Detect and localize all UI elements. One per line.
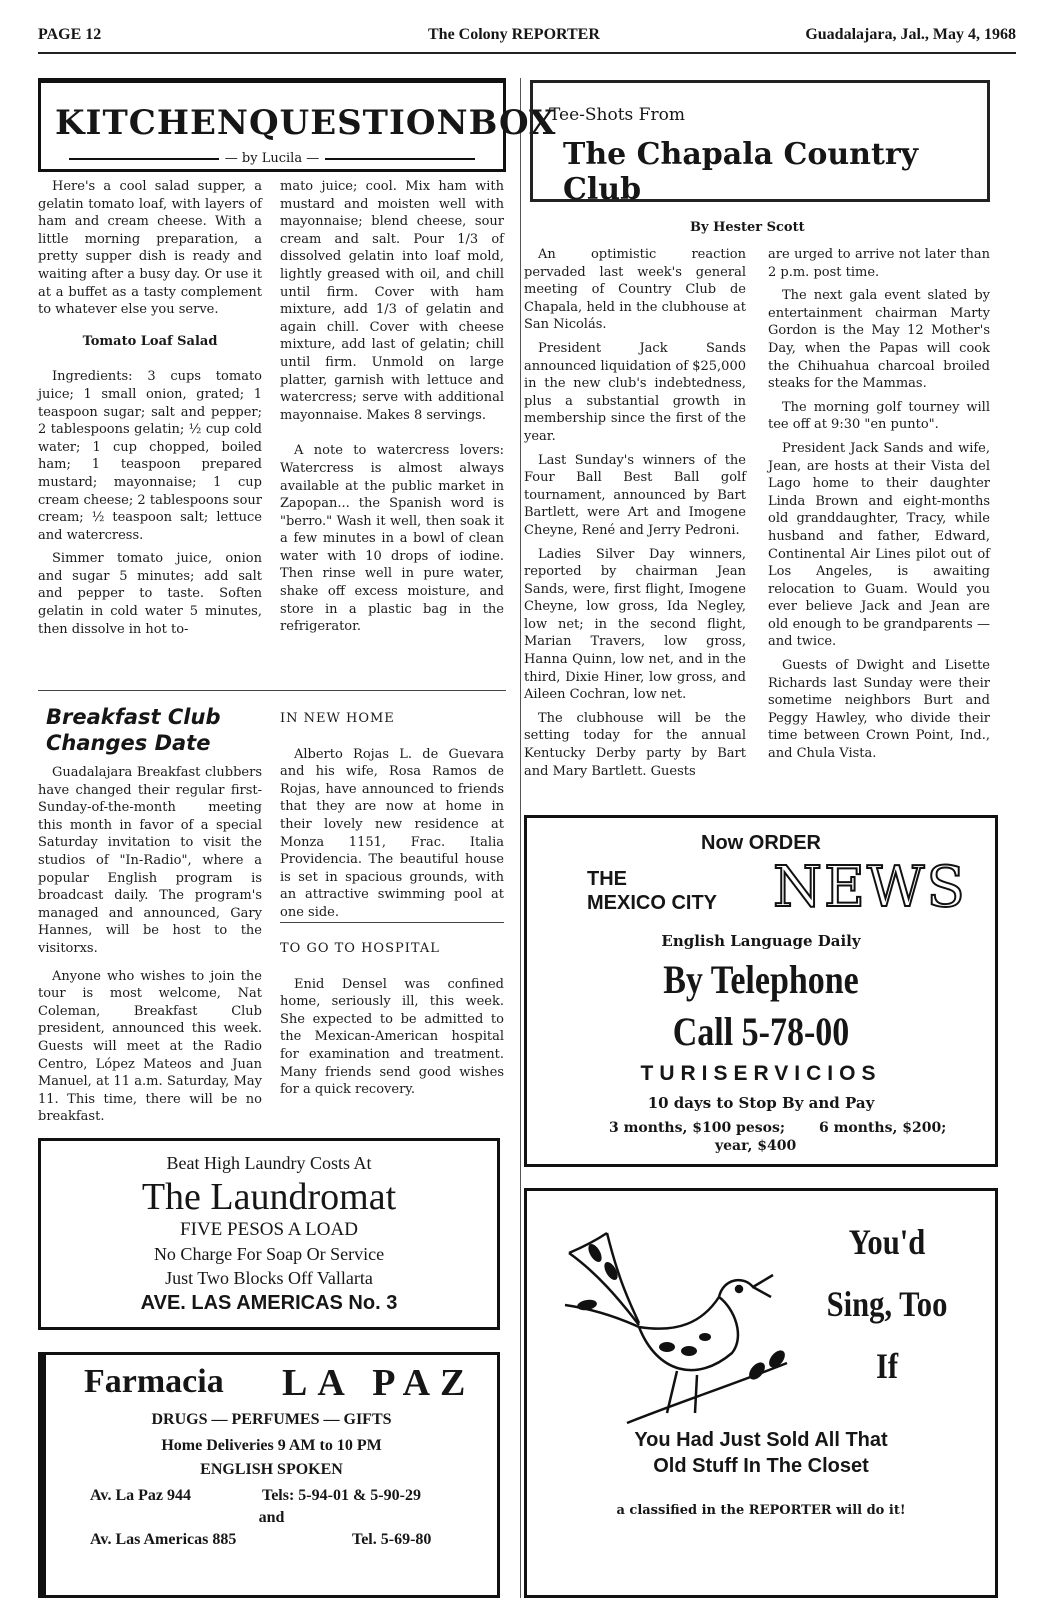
ad-line: Beat High Laundry Costs At bbox=[166, 1153, 372, 1173]
ad-line: AVE. LAS AMERICAS No. 3 bbox=[140, 1292, 398, 1314]
classified-bird-ad bbox=[524, 1188, 998, 1598]
byline-rule bbox=[325, 158, 475, 160]
section-rule bbox=[280, 922, 504, 923]
headline-line: Changes Date bbox=[46, 731, 211, 755]
dateline: Guadalajara, Jal., May 4, 1968 bbox=[805, 26, 1016, 43]
ad-line: Tel. 5-69-80 bbox=[352, 1531, 432, 1548]
ad-line: FIVE PESOS A LOAD bbox=[180, 1219, 358, 1240]
page-number: PAGE 12 bbox=[38, 26, 102, 43]
ad-line: English Language Daily bbox=[661, 932, 861, 950]
singing-bird-illustration bbox=[547, 1213, 797, 1433]
article-paragraph: Guests of Dwight and Lisette Richards last Sunday were their sometime neighbors Burt and Peggy Hawley, who divide their time between Crown Point, Ind., and Chula Vista. bbox=[768, 658, 990, 762]
chapala-title: The Chapala Country Club bbox=[563, 137, 919, 207]
kitchen-column-2 bbox=[280, 178, 504, 642]
new-home-title: IN NEW HOME bbox=[280, 711, 395, 726]
section-rule bbox=[38, 690, 506, 691]
headline-line: Breakfast Club bbox=[46, 705, 221, 729]
farmacia-name: LA PAZ bbox=[282, 1362, 476, 1404]
page-header bbox=[38, 26, 1016, 48]
laundromat-ad bbox=[38, 1138, 500, 1330]
ad-line: Tels: 5-94-01 & 5-90-29 bbox=[262, 1487, 421, 1504]
article-paragraph: President Jack Sands and wife, Jean, are hosts at their Vista del Lago home to their daughter Linda Brown and eight-months old granddaughter, Tracy, while husband and father, Edward, Continental Air Lines pilot out of Los Angeles, is awaiting relocation to Guam. Would you ever believe Jack and Jean are old enough to be grandparents — and twice. bbox=[768, 440, 990, 650]
header-rule bbox=[38, 52, 1016, 54]
hospital-article bbox=[280, 930, 504, 1105]
article-paragraph: The clubhouse will be the setting today for the annual Kentucky Derby party by Bart and Mary Bartlett. Guests bbox=[524, 710, 746, 779]
farmacia-ad bbox=[38, 1352, 500, 1598]
byline-rule bbox=[69, 158, 219, 160]
article-paragraph: Simmer tomato juice, onion and sugar 5 minutes; add salt and pepper to taste. Soften gelatin in cold water 5 minutes, then dissolve in hot to- bbox=[38, 551, 262, 637]
breakfast-club-article bbox=[46, 704, 270, 756]
ad-line: No Charge For Soap Or Service bbox=[153, 1244, 385, 1264]
ad-line: MEXICO CITY bbox=[587, 892, 718, 914]
ad-line: ENGLISH SPOKEN bbox=[200, 1461, 343, 1478]
article-paragraph: Anyone who wishes to join the tour is most welcome, Nat Coleman, Breakfast Club president, announced this week. Guests will meet at the Radio Centro, López Mateos and Juan Manuel, at 11 a.m. Saturday, May 11. This time, there will be no breakfast. bbox=[38, 968, 262, 1125]
kitchen-title bbox=[55, 103, 557, 143]
ad-line: You'd bbox=[848, 1222, 926, 1262]
article-paragraph: Here's a cool salad supper, a gelatin tomato loaf, with layers of ham and cream cheese. With a little morning preparation, a pretty supper dish is ready and waiting after a busy day. Or use it at a buffet as a tasty complement to whatever else you serve. bbox=[38, 179, 262, 318]
ad-line: If bbox=[875, 1346, 899, 1386]
ad-line: Call 5-78-00 bbox=[672, 1009, 850, 1054]
ad-line: 3 months, $100 pesos; bbox=[609, 1120, 786, 1136]
kitchen-title-word: QUESTION bbox=[248, 103, 469, 143]
ad-line: Av. Las Americas 885 bbox=[90, 1531, 237, 1548]
recipe-title: Tomato Loaf Salad bbox=[82, 333, 218, 349]
kitchen-title-word: KITCHEN bbox=[55, 103, 249, 143]
ad-line: and bbox=[258, 1509, 285, 1526]
chapala-column-1 bbox=[524, 246, 746, 786]
ad-line: Home Deliveries 9 AM to 10 PM bbox=[161, 1437, 382, 1454]
ad-line: a classified in the REPORTER will do it! bbox=[616, 1503, 906, 1518]
ad-line: year, $400 bbox=[715, 1138, 797, 1154]
chapala-column-2 bbox=[768, 246, 990, 769]
mexico-city-news-ad bbox=[524, 815, 998, 1167]
ad-line: You Had Just Sold All That bbox=[634, 1429, 888, 1451]
new-home-article bbox=[280, 706, 504, 928]
ad-line: By Telephone bbox=[663, 957, 859, 1002]
kitchen-question-box-banner bbox=[38, 78, 557, 172]
chapala-byline: By Hester Scott bbox=[690, 220, 805, 235]
article-paragraph: Alberto Rojas L. de Guevara and his wife, Rosa Ramos de Rojas, have announced to friends that they are now at home in their lovely new residence at Monza 1151, Frac. Italia Providencia. The beautiful house is set in spacious grounds, with an attractive swimming pool at one side. bbox=[280, 746, 504, 920]
article-paragraph: The morning golf tourney will tee off at 9:30 "en punto". bbox=[768, 399, 990, 433]
column-divider bbox=[520, 78, 521, 1598]
kitchen-title-word: BOX bbox=[468, 103, 557, 143]
article-paragraph: A note to watercress lovers: Watercress is almost always available at the public market in Zapopan... the Spanish word is "berro." Wash it well, then soak it a few minutes in a bowl of clean water with 10 drops of iodine. Then rinse well in pure water, shake off excess moisture, and store in a plastic bag in the refrigerator. bbox=[280, 443, 504, 635]
ad-line: 10 days to Stop By and Pay bbox=[647, 1094, 875, 1112]
kitchen-column-1 bbox=[38, 178, 262, 644]
article-paragraph: President Jack Sands announced liquidation of $25,000 in the new club's indebtedness, plus a substantial growth in membership since the first of the year. bbox=[524, 340, 746, 444]
ad-line: DRUGS — PERFUMES — GIFTS bbox=[151, 1411, 392, 1428]
kitchen-byline bbox=[41, 151, 503, 166]
hospital-title: TO GO TO HOSPITAL bbox=[280, 941, 440, 956]
byline-text: — by Lucila — bbox=[224, 151, 320, 166]
article-paragraph: are urged to arrive not later than 2 p.m. post time. bbox=[768, 247, 990, 280]
news-logo: NEWS bbox=[773, 855, 967, 920]
ad-line: 6 months, $200; bbox=[819, 1120, 947, 1136]
article-paragraph: Ingredients: 3 cups tomato juice; 1 small onion, grated; 1 teaspoon sugar; salt and pepper; 2 tablespoons gelatin; ½ cup cold water; 1 cup chopped, boiled ham; 1 teaspoon prepared mustard; mayonnaise; 1 cup cream cheese; 2 tablespoons sour cream; ½ teaspoon salt; lettuce and watercress. bbox=[38, 369, 262, 543]
ad-line: Now ORDER bbox=[701, 832, 821, 854]
article-paragraph: An optimistic reaction pervaded last week's general meeting of Country Club de Chapala, held in the clubhouse at San Nicolás. bbox=[524, 247, 746, 333]
newspaper-name: The Colony REPORTER bbox=[428, 26, 600, 43]
article-paragraph: mato juice; cool. Mix ham with mustard and moisten well with mayonnaise; blend cheese, sour cream and salt. Pour 1/3 of dissolved gelatin into loaf mold, lightly greased with oil, and chill until firm. Cover with ham mixture, add 1/3 of gelatin and again chill. Cover with cheese mixture, add last of gelatin; chill until firm. Unmold on large platter, garnish with lettuce and watercress; serve with additional mayonnaise. Makes 8 servings. bbox=[280, 179, 504, 423]
article-paragraph: Ladies Silver Day winners, reported by chairman Jean Sands, were, first flight, Imogene Cheyne, low gross, Ida Negley, low net; in the second flight, Marian Travers, low gross, Hanna Quinn, low net, and in the third, Dixie Hiner, low gross, and Aileen Cochran, low net. bbox=[524, 546, 746, 703]
farmacia-name: Farmacia bbox=[84, 1363, 224, 1400]
chapala-banner bbox=[530, 80, 990, 207]
article-paragraph: Enid Densel was confined home, seriously ill, this week. She expected to be admitted to the Mexican-American hospital for examination and treatment. Many friends send good wishes for a quick recovery. bbox=[280, 976, 504, 1098]
chapala-kicker: Tee-Shots From bbox=[549, 105, 685, 125]
laundromat-name: The Laundromat bbox=[141, 1176, 397, 1218]
breakfast-headline bbox=[46, 704, 270, 756]
ad-line: Av. La Paz 944 bbox=[90, 1487, 192, 1504]
article-paragraph: Last Sunday's winners of the Four Ball Best Ball golf tournament, announced by Bart Bartlett, were Art and Imogene Cheyne, René and Jerry Pedroni. bbox=[524, 452, 746, 538]
ad-line: Sing, Too bbox=[826, 1284, 948, 1324]
breakfast-club-body bbox=[38, 764, 262, 1132]
ad-line: THE bbox=[587, 868, 627, 890]
ad-line: Old Stuff In The Closet bbox=[653, 1455, 869, 1477]
article-paragraph: The next gala event slated by entertainment chairman Marty Gordon is the May 12 Mother's Day, when the Papas will cook the Chihuahua charcoal broiled steaks for the Mammas. bbox=[768, 288, 990, 392]
article-paragraph: Guadalajara Breakfast clubbers have changed their regular first-Sunday-of-the-month meeting this month in favor of a special Saturday invitation to visit the studios of "In-Radio", where a popular English program is broadcast daily. The program's managed and announced, Gary Hannes, will be host to the visitorxs. bbox=[38, 765, 262, 956]
ad-line: TURISERVICIOS bbox=[640, 1062, 882, 1085]
ad-line: Just Two Blocks Off Vallarta bbox=[165, 1268, 373, 1288]
